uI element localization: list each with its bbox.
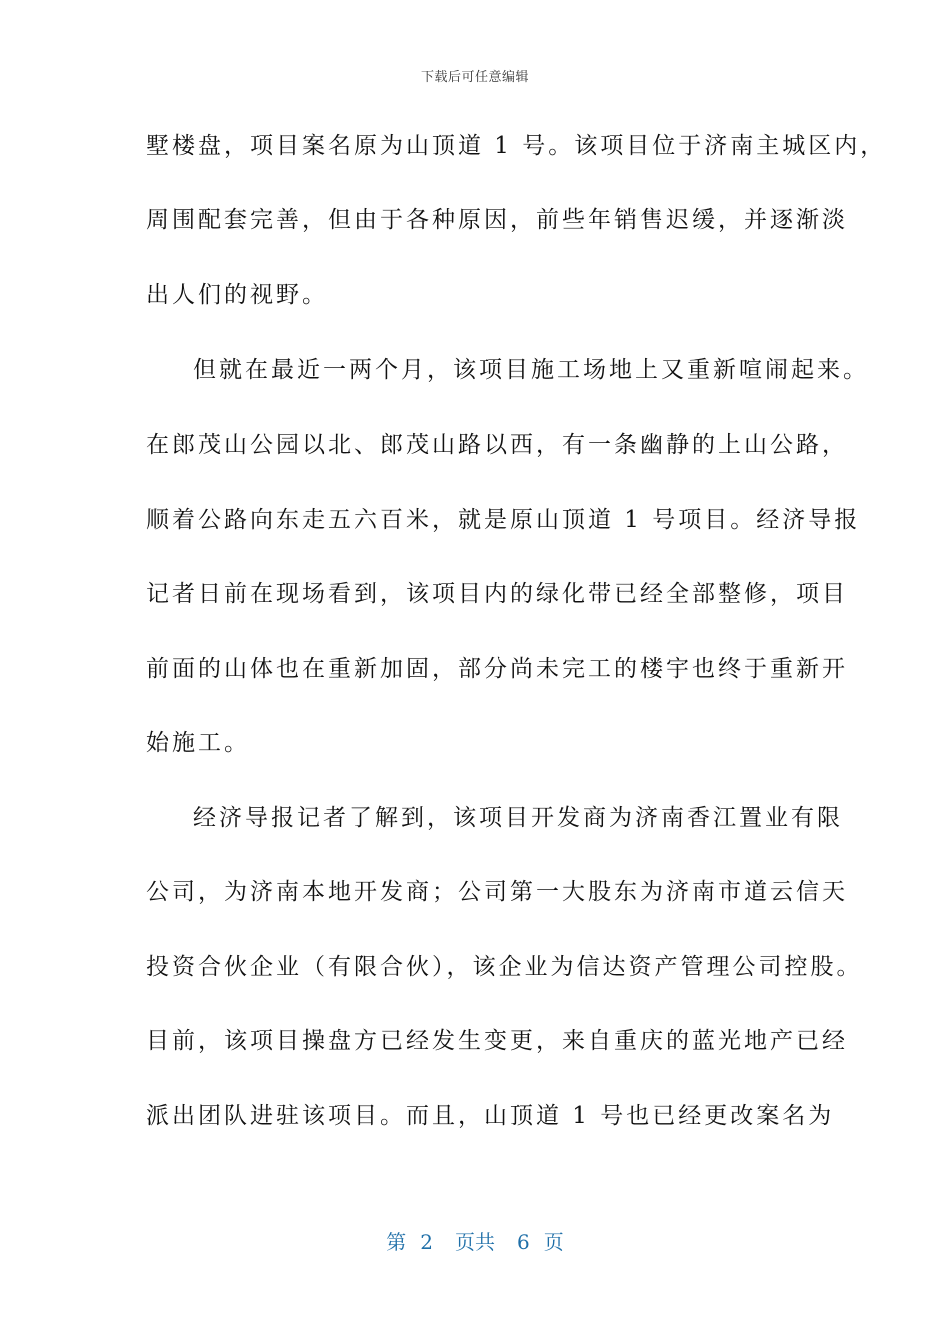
text-line: 公司，为济南本地开发商；公司第一大股东为济南市道云信天: [146, 879, 848, 905]
footer-middle: 页共: [455, 1230, 495, 1254]
paragraph-start-line: 但就在最近一两个月，该项目施工场地上又重新喧闹起来。: [193, 357, 869, 383]
text-line: 目前，该项目操盘方已经发生变更，来自重庆的蓝光地产已经: [146, 1028, 848, 1054]
text-line: 在郎茂山公园以北、郎茂山路以西，有一条幽静的上山公路，: [146, 432, 848, 458]
text-line: 记者日前在现场看到，该项目内的绿化带已经全部整修，项目: [146, 581, 848, 607]
text-line: 前面的山体也在重新加固，部分尚未完工的楼宇也终于重新开: [146, 656, 848, 682]
text-line: 始施工。: [146, 730, 250, 756]
current-page-number: 2: [420, 1230, 433, 1254]
paragraph-start-line: 经济导报记者了解到，该项目开发商为济南香江置业有限: [193, 805, 843, 831]
text-line: 投资合伙企业（有限合伙），该企业为信达资产管理公司控股。: [146, 954, 863, 980]
header-note: 下载后可任意编辑: [420, 70, 529, 85]
page-footer: [0, 1226, 950, 1255]
text-line: 顺着公路向东走五六百米，就是原山顶道 1 号项目。经济导报: [146, 507, 861, 533]
footer-prefix: 第: [386, 1230, 407, 1254]
footer-suffix: 页: [543, 1230, 564, 1254]
total-pages-number: 6: [517, 1230, 530, 1254]
text-line: 周围配套完善，但由于各种原因，前些年销售迟缓，并逐渐淡: [146, 207, 848, 233]
text-line: 派出团队进驻该项目。而且，山顶道 1 号也已经更改案名为: [146, 1103, 835, 1129]
text-line: 墅楼盘，项目案名原为山顶道 1 号。该项目位于济南主城区内，: [146, 133, 887, 159]
text-line: 出人们的视野。: [146, 282, 328, 308]
